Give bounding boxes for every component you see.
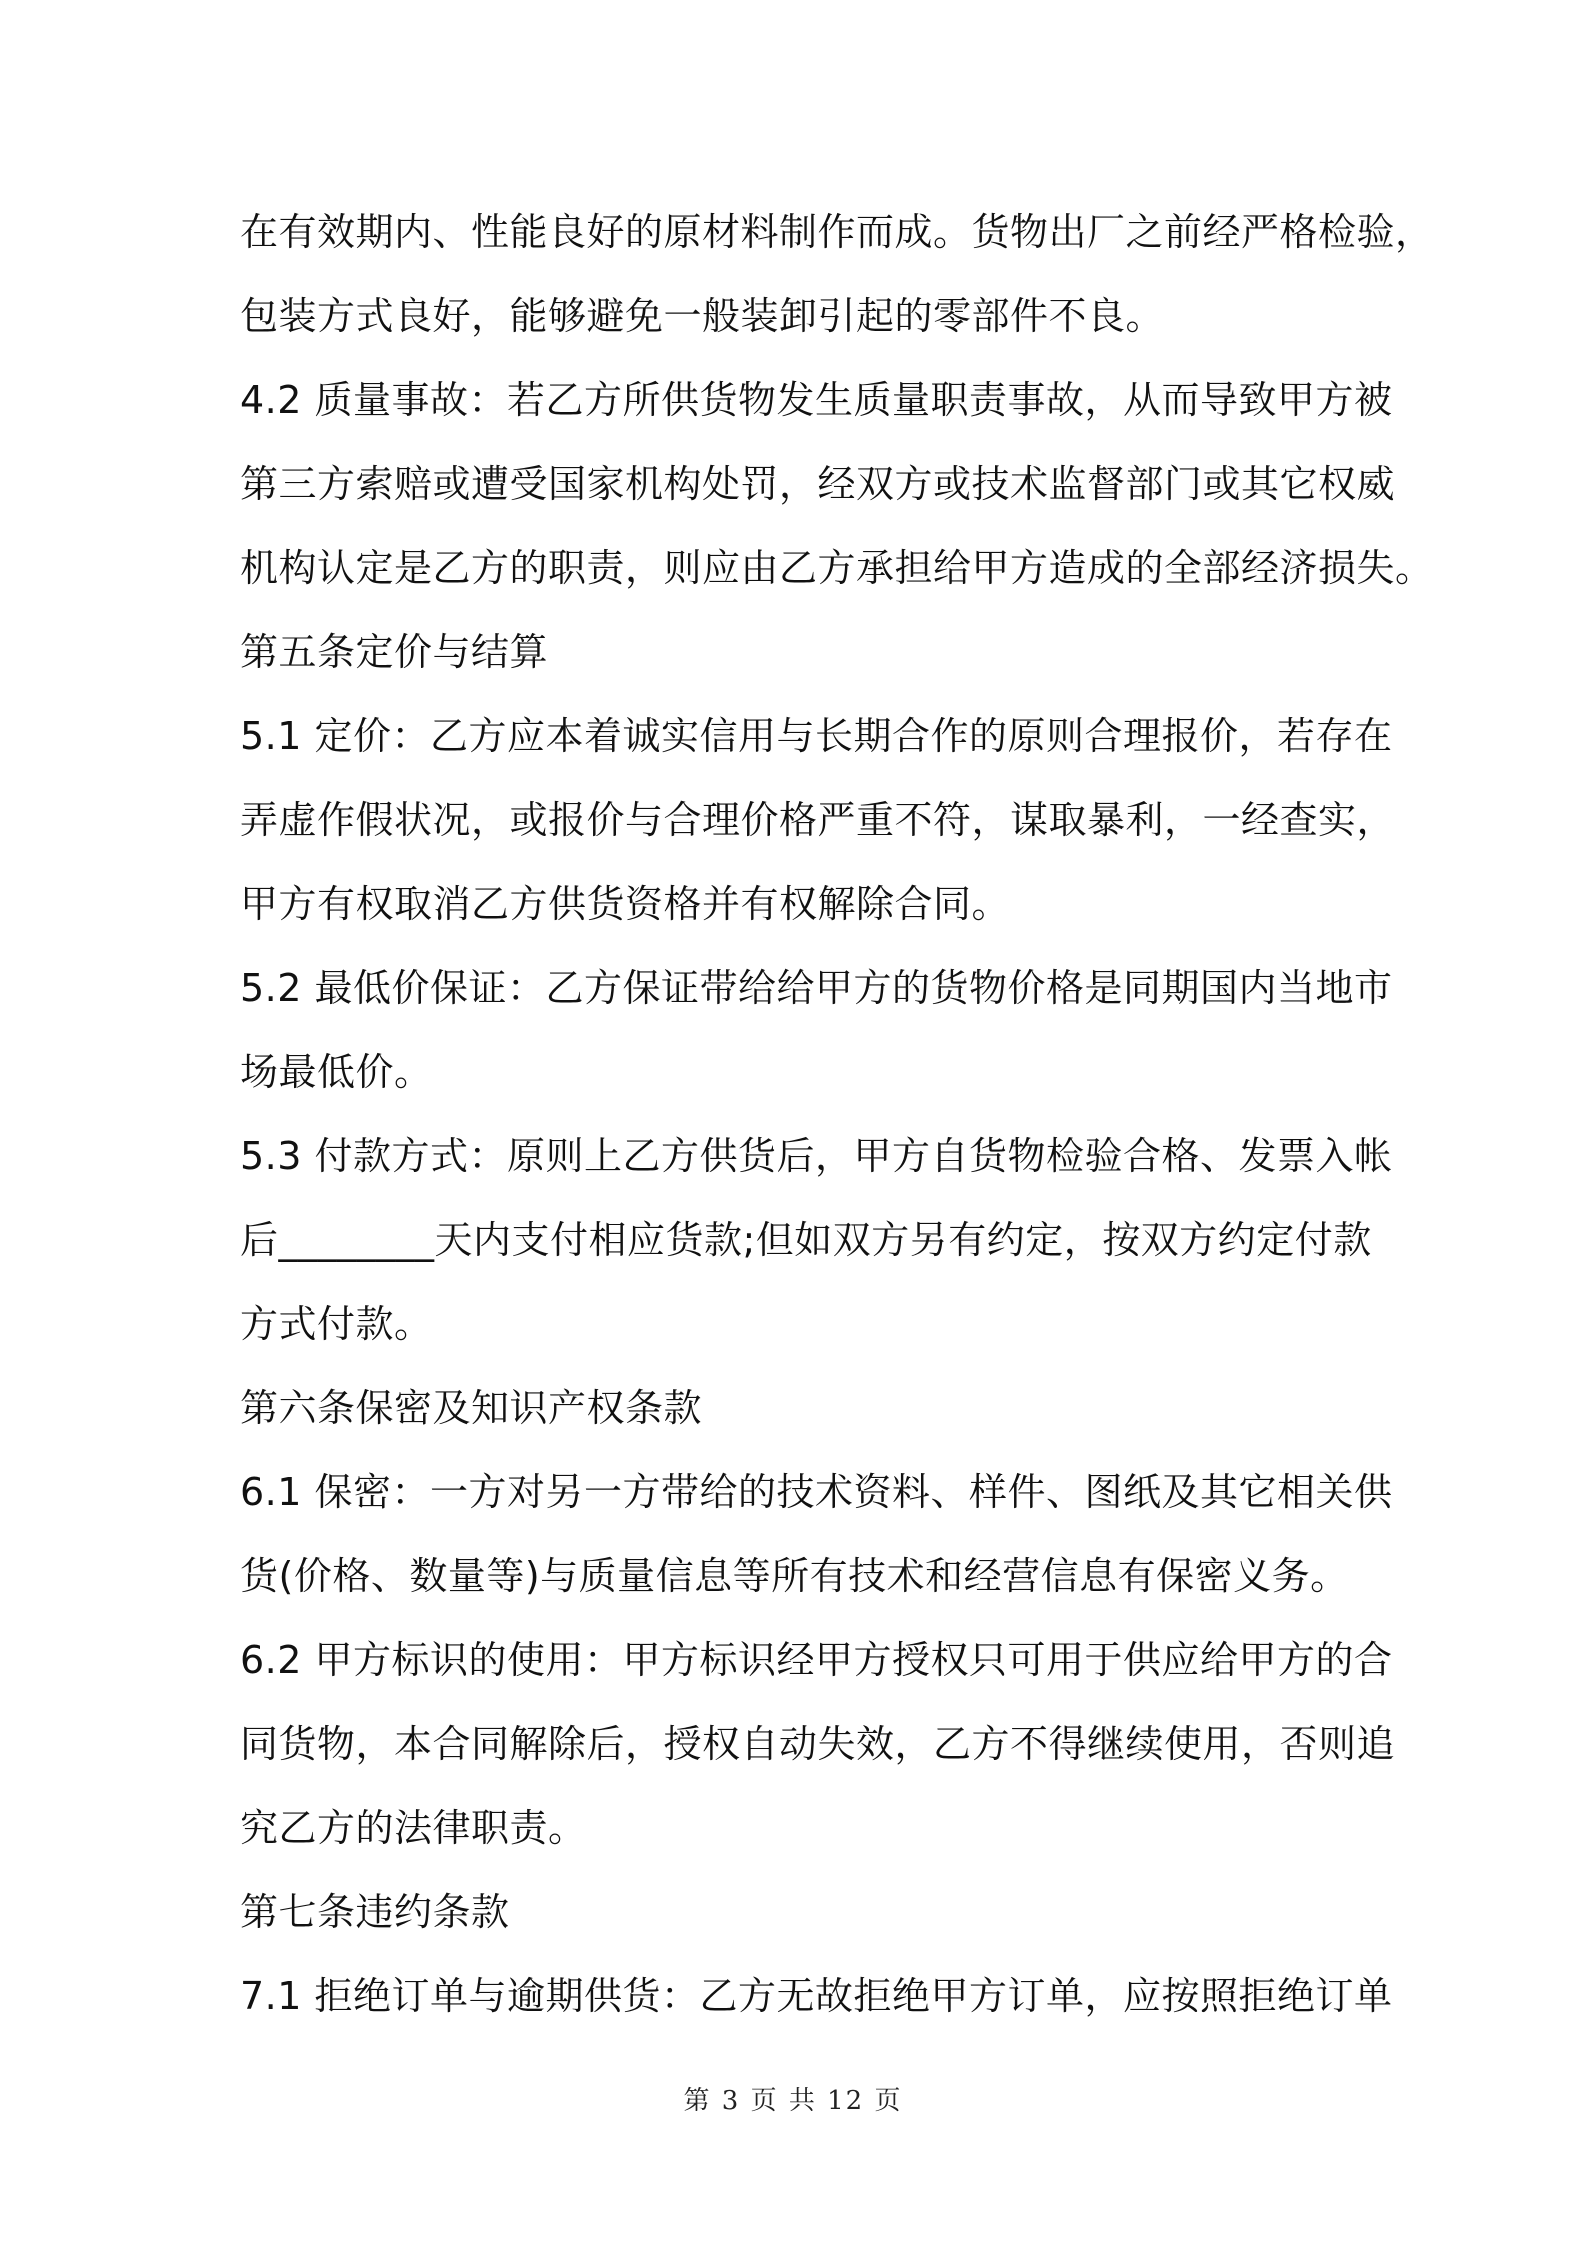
page-number-footer: 第 3 页 共 12 页 [683, 2086, 903, 2116]
text-line: 5.2 最低价保证：乙方保证带给给甲方的货物价格是同期国内当地市 [240, 966, 1393, 1010]
text-line: 后________天内支付相应货款;但如双方另有约定，按双方约定付款 [240, 1218, 1372, 1262]
document-body [240, 190, 1434, 2038]
text-line: 场最低价。 [240, 1050, 433, 1094]
section-heading: 第七条违约条款 [240, 1890, 510, 1934]
text-line: 弄虚作假状况，或报价与合理价格严重不符，谋取暴利，一经查实， [240, 798, 1396, 842]
section-heading: 第五条定价与结算 [240, 630, 549, 674]
text-line: 5.3 付款方式：原则上乙方供货后，甲方自货物检验合格、发票入帐 [240, 1134, 1393, 1178]
text-line: 甲方有权取消乙方供货资格并有权解除合同。 [240, 882, 1011, 926]
text-line: 7.1 拒绝订单与逾期供货：乙方无故拒绝甲方订单，应按照拒绝订单 [240, 1974, 1393, 2018]
text-line: 5.1 定价：乙方应本着诚实信用与长期合作的原则合理报价，若存在 [240, 714, 1393, 758]
text-line: 第三方索赔或遭受国家机构处罚，经双方或技术监督部门或其它权威 [240, 462, 1396, 506]
text-line: 6.2 甲方标识的使用：甲方标识经甲方授权只可用于供应给甲方的合 [240, 1638, 1393, 1682]
text-line: 货(价格、数量等)与质量信息等所有技术和经营信息有保密义务。 [240, 1554, 1349, 1598]
text-line: 方式付款。 [240, 1302, 433, 1346]
text-line: 机构认定是乙方的职责，则应由乙方承担给甲方造成的全部经济损失。 [240, 546, 1434, 590]
text-line: 同货物，本合同解除后，授权自动失效，乙方不得继续使用，否则追 [240, 1722, 1396, 1766]
text-line: 究乙方的法律职责。 [240, 1806, 587, 1850]
text-line: 包装方式良好，能够避免一般装卸引起的零部件不良。 [240, 294, 1165, 338]
text-line: 4.2 质量事故：若乙方所供货物发生质量职责事故，从而导致甲方被 [240, 378, 1393, 422]
section-heading: 第六条保密及知识产权条款 [240, 1386, 703, 1430]
text-line: 6.1 保密：一方对另一方带给的技术资料、样件、图纸及其它相关供 [240, 1470, 1393, 1514]
text-line: 在有效期内、性能良好的原材料制作而成。货物出厂之前经严格检验， [240, 210, 1434, 254]
